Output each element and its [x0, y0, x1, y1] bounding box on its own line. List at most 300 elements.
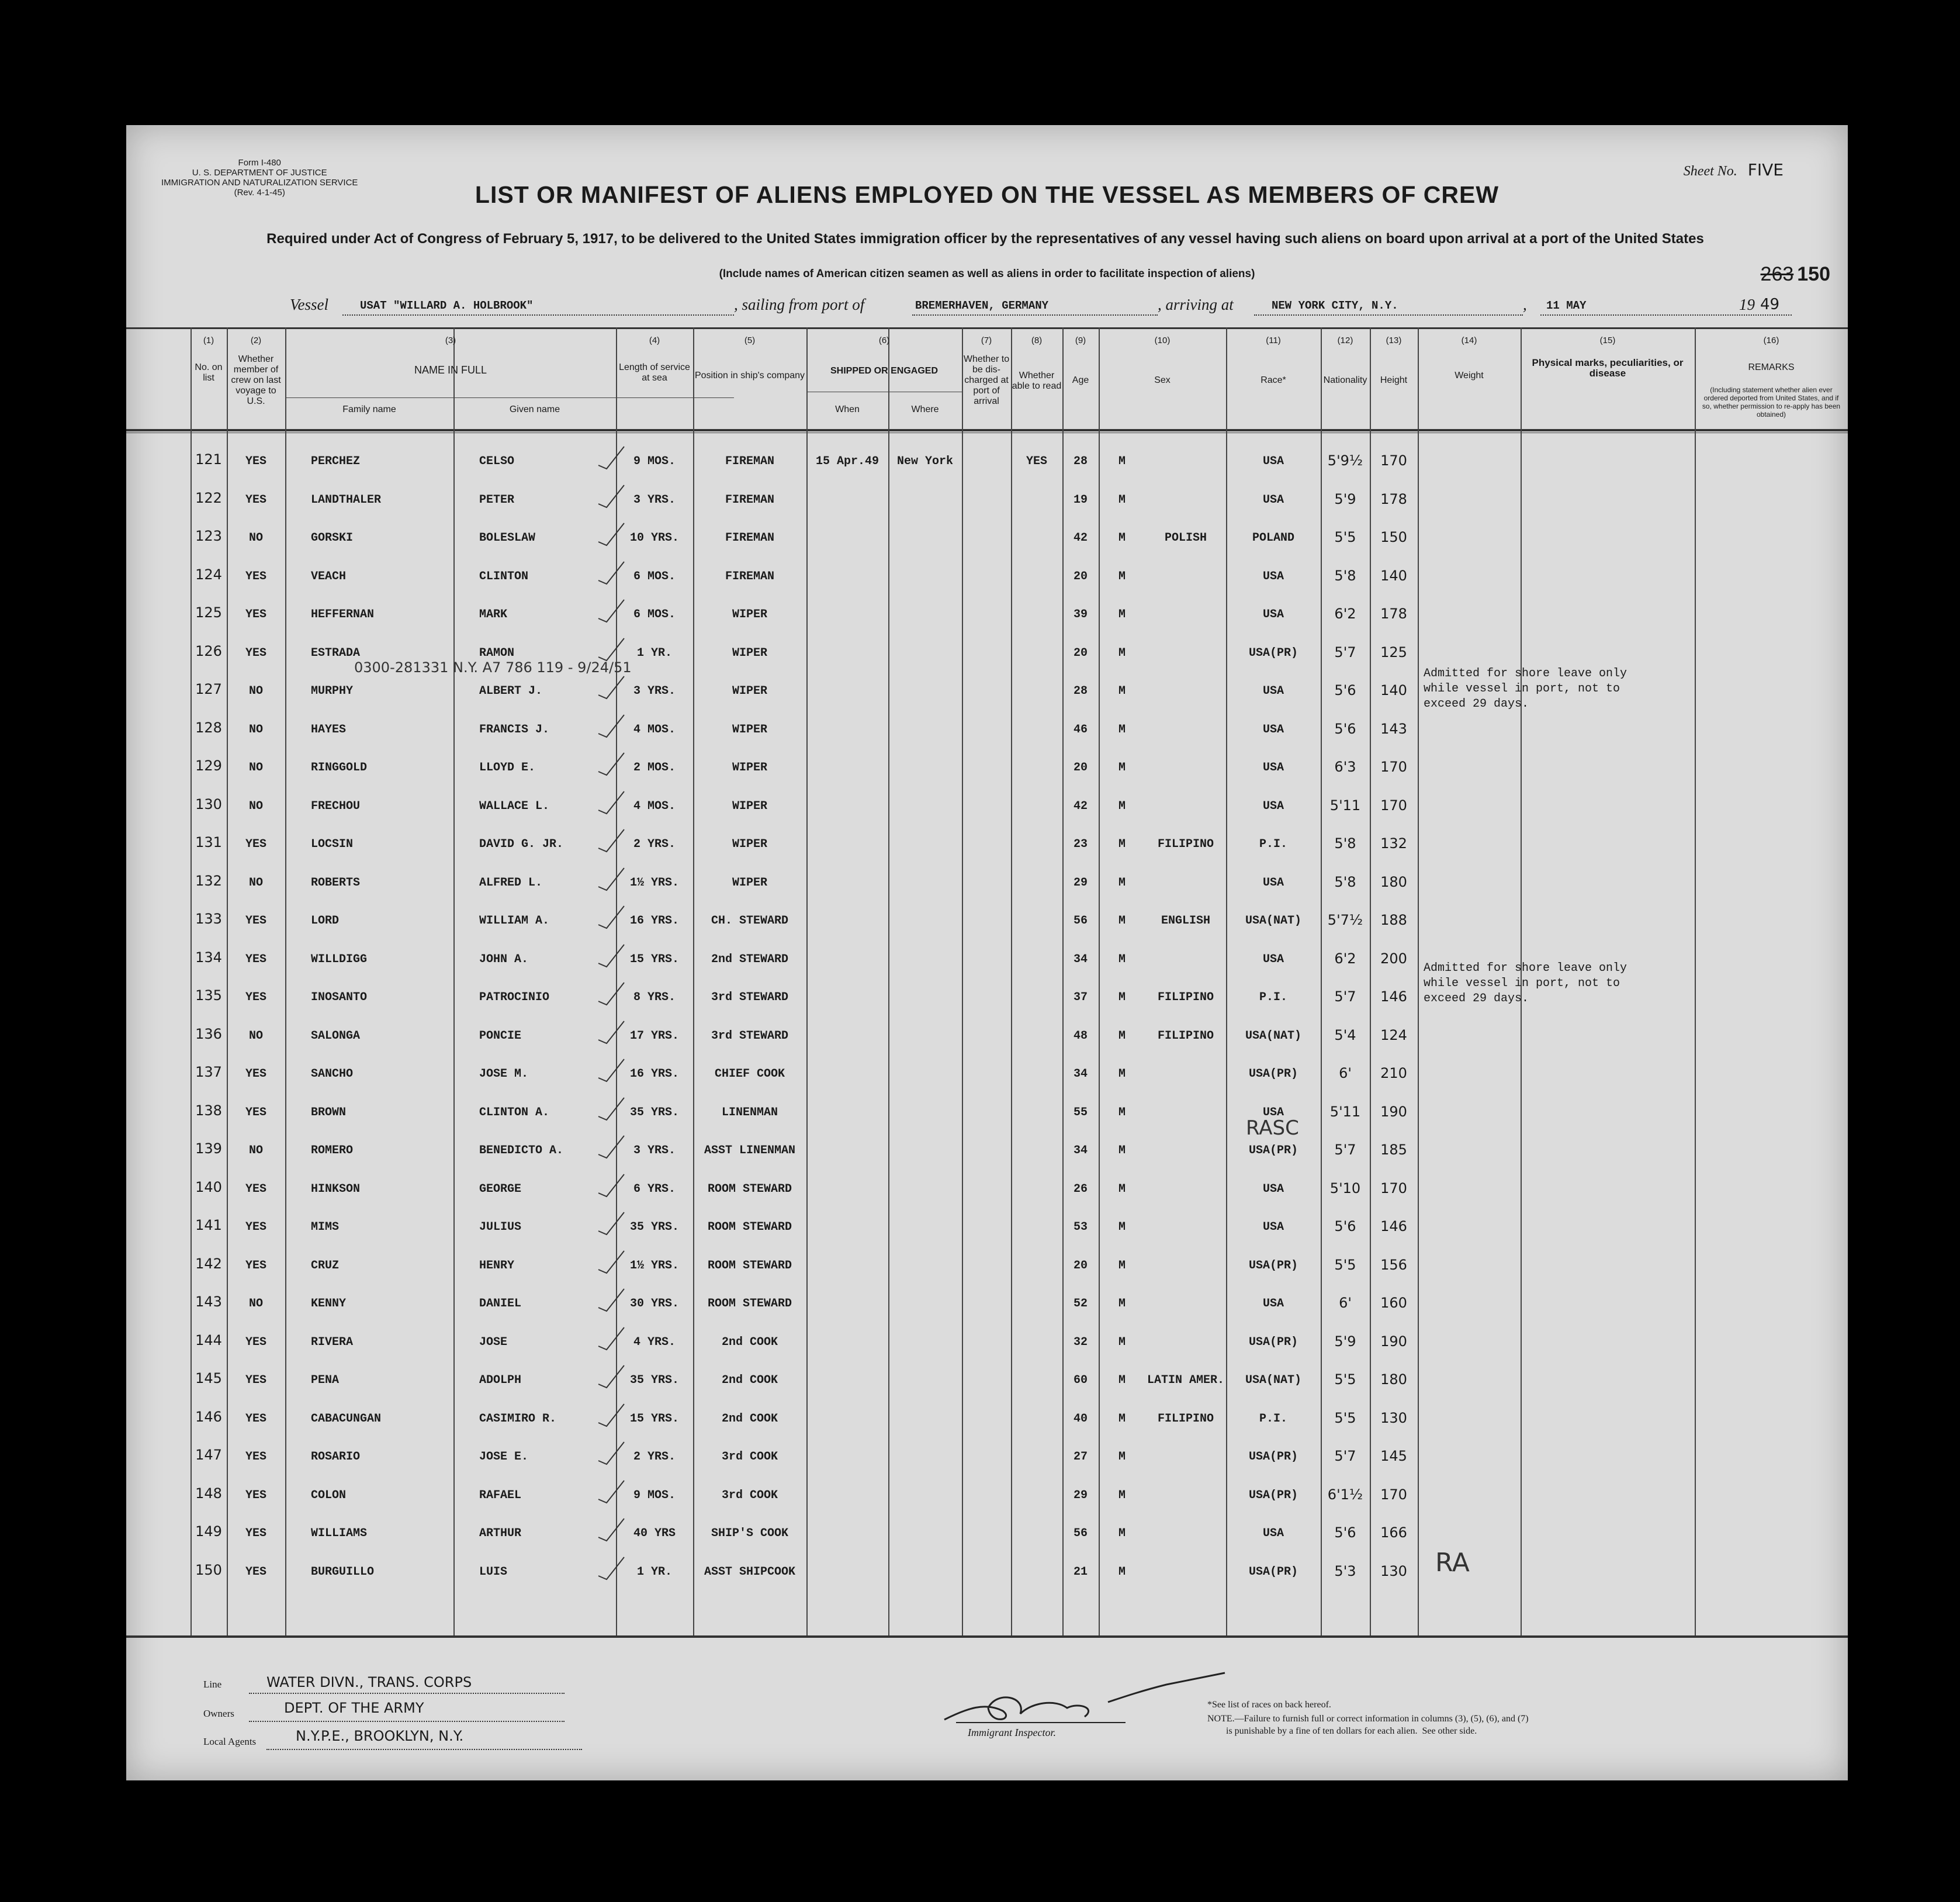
- col6-header: SHIPPED OR ENGAGED: [830, 366, 939, 376]
- nationality-cell: USA(PR): [1248, 646, 1298, 660]
- weight-cell: 185: [1380, 1142, 1407, 1158]
- row-number-cell: 129: [195, 758, 222, 774]
- age-cell: 53: [1073, 1220, 1088, 1234]
- prev-voyage-cell: NO: [248, 531, 263, 545]
- weight-cell: 124: [1380, 1026, 1407, 1043]
- document-title: LIST OR MANIFEST OF ALIENS EMPLOYED ON THE VESSEL AS MEMBERS OF CREW: [475, 181, 1500, 208]
- weight-cell: 170: [1380, 452, 1407, 469]
- nationality-cell: USA(NAT): [1245, 914, 1301, 928]
- age-cell: 42: [1073, 799, 1088, 813]
- table-row: [126, 558, 1848, 596]
- check-mark-icon: [594, 673, 629, 702]
- col13-header: Height: [1380, 375, 1408, 385]
- prev-voyage-cell: YES: [245, 1105, 266, 1119]
- race-cell: FILIPINO: [1157, 838, 1214, 851]
- row-number-cell: 150: [195, 1561, 222, 1578]
- row-number-cell: 135: [195, 987, 222, 1004]
- height-cell: 5'7: [1334, 644, 1356, 660]
- age-cell: 21: [1073, 1565, 1088, 1579]
- given-name-cell: CLINTON A.: [479, 1105, 550, 1119]
- height-cell: 6': [1339, 1295, 1352, 1311]
- document-note: (Include names of American citizen seamen as well as aliens in order to facilitate inspection of aliens): [719, 268, 1255, 280]
- table-row: [126, 1171, 1848, 1209]
- table-row: [126, 1554, 1848, 1592]
- service-length-cell: 8 YRS.: [633, 991, 676, 1004]
- nationality-cell: USA: [1262, 876, 1284, 890]
- table-row: [126, 1438, 1848, 1476]
- sex-cell: M: [1118, 1067, 1126, 1081]
- height-cell: 5'4: [1334, 1026, 1356, 1043]
- weight-cell: 170: [1380, 1180, 1407, 1196]
- check-mark-icon: [594, 1400, 629, 1430]
- service-length-cell: 15 YRS.: [629, 1412, 679, 1426]
- height-cell: 5'5: [1334, 1256, 1356, 1273]
- family-name-cell: SALONGA: [311, 1029, 361, 1043]
- position-cell: FIREMAN: [725, 455, 774, 468]
- family-name-cell: COLON: [311, 1488, 347, 1502]
- family-name-cell: VEACH: [311, 569, 347, 583]
- sex-cell: M: [1118, 493, 1126, 507]
- races-note: *See list of races on back hereof.: [1207, 1700, 1331, 1710]
- height-cell: 5'6: [1334, 682, 1356, 698]
- nationality-cell: USA(PR): [1248, 1488, 1298, 1502]
- col2-number: (2): [250, 336, 262, 345]
- shipped-when-header: When: [835, 404, 860, 414]
- prev-voyage-cell: YES: [245, 952, 266, 966]
- sex-cell: M: [1118, 1144, 1126, 1157]
- service-length-cell: 6 MOS.: [633, 569, 676, 583]
- weight-cell: 160: [1380, 1295, 1407, 1311]
- race-cell: ENGLISH: [1161, 914, 1210, 928]
- family-name-header: Family name: [342, 404, 396, 414]
- sex-cell: M: [1118, 1412, 1126, 1426]
- sex-cell: M: [1118, 1374, 1126, 1387]
- table-row: [126, 1362, 1848, 1400]
- position-cell: 2nd COOK: [721, 1335, 778, 1349]
- family-name-cell: ESTRADA: [311, 646, 361, 660]
- nationality-cell: USA: [1262, 1105, 1284, 1119]
- age-cell: 26: [1073, 1182, 1088, 1196]
- check-mark-icon: [594, 1515, 629, 1544]
- sex-cell: M: [1118, 952, 1126, 966]
- remark-gorski: Admitted for shore leave only while vessel in port, not to exceed 29 days.: [1424, 667, 1627, 711]
- height-cell: 5'5: [1334, 1371, 1356, 1388]
- sailing-label: , sailing from port of: [734, 296, 865, 313]
- age-cell: 20: [1073, 646, 1088, 660]
- table-row: [126, 1132, 1848, 1170]
- check-mark-icon: [594, 443, 629, 472]
- sex-cell: M: [1118, 1450, 1126, 1464]
- check-mark-icon: [594, 1362, 629, 1391]
- row-number-cell: 145: [195, 1370, 222, 1386]
- race-cell: FILIPINO: [1157, 1029, 1214, 1043]
- col16-header: REMARKS: [1748, 362, 1795, 372]
- row-number-cell: 131: [195, 834, 222, 850]
- height-cell: 5'6: [1334, 1524, 1356, 1541]
- weight-cell: 143: [1380, 720, 1407, 737]
- weight-cell: 140: [1380, 682, 1407, 698]
- page-number-value: 150: [1797, 263, 1830, 285]
- service-length-cell: 35 YRS.: [629, 1105, 679, 1119]
- col16-number: (16): [1763, 336, 1779, 345]
- weight-cell: 200: [1380, 950, 1407, 967]
- prev-voyage-cell: YES: [245, 1565, 266, 1579]
- age-cell: 29: [1073, 876, 1088, 890]
- given-name-cell: JULIUS: [479, 1220, 522, 1234]
- nationality-cell: POLAND: [1252, 531, 1294, 545]
- sheet-number-label: Sheet No.: [1683, 164, 1737, 179]
- check-mark-icon: [594, 1285, 629, 1315]
- height-cell: 5'7½: [1327, 912, 1363, 928]
- page-number: [1761, 263, 1830, 286]
- row-number-cell: 132: [195, 872, 222, 889]
- position-cell: 3rd STEWARD: [711, 1029, 789, 1043]
- prev-voyage-cell: YES: [245, 1488, 266, 1502]
- col16-subheader: (Including statement whether alien ever ordered deported from United States, and if so, whether permission to re-apply has been obtained): [1702, 386, 1841, 419]
- given-name-cell: LUIS: [479, 1565, 508, 1579]
- position-cell: ASST SHIPCOOK: [704, 1565, 796, 1579]
- age-cell: 40: [1073, 1412, 1088, 1426]
- family-name-cell: BROWN: [311, 1105, 347, 1119]
- given-name-cell: CELSO: [479, 455, 515, 468]
- service-length-cell: 16 YRS.: [629, 1067, 679, 1081]
- table-row: [126, 520, 1848, 558]
- table-row: [126, 1094, 1848, 1132]
- col1-number: (1): [203, 336, 214, 345]
- arriving-label: , arriving at: [1158, 296, 1234, 313]
- position-cell: 3rd COOK: [721, 1450, 778, 1464]
- col12-number: (12): [1337, 336, 1353, 345]
- weight-cell: 190: [1380, 1103, 1407, 1120]
- nationality-cell: P.I.: [1259, 838, 1287, 851]
- weight-cell: 132: [1380, 835, 1407, 852]
- table-row: [126, 1285, 1848, 1323]
- nationality-cell: USA: [1262, 722, 1284, 736]
- row-number-cell: 148: [195, 1485, 222, 1502]
- prev-voyage-cell: YES: [245, 455, 266, 468]
- prev-voyage-cell: NO: [248, 761, 263, 774]
- col4-header: Length of service at sea: [619, 362, 690, 383]
- sex-cell: M: [1118, 991, 1126, 1004]
- service-length-cell: 3 YRS.: [633, 493, 676, 507]
- nationality-cell: P.I.: [1259, 1412, 1287, 1426]
- height-cell: 5'11: [1329, 1103, 1361, 1120]
- weight-cell: 170: [1380, 1486, 1407, 1503]
- nationality-cell: USA(PR): [1248, 1335, 1298, 1349]
- position-cell: 2nd COOK: [721, 1412, 778, 1426]
- nationality-cell: USA: [1262, 493, 1284, 507]
- able-to-read-cell: YES: [1026, 455, 1047, 468]
- family-name-cell: LORD: [311, 914, 340, 928]
- prev-voyage-cell: NO: [248, 1297, 263, 1310]
- age-cell: 23: [1073, 838, 1088, 851]
- given-name-header: Given name: [509, 404, 560, 414]
- service-length-cell: 9 MOS.: [633, 455, 676, 468]
- shipped-where-cell: New York: [896, 455, 953, 468]
- table-row: [126, 1209, 1848, 1247]
- given-name-cell: JOSE E.: [479, 1450, 529, 1464]
- given-name-cell: FRANCIS J.: [479, 722, 550, 736]
- given-name-cell: GEORGE: [479, 1182, 522, 1196]
- row-number-cell: 137: [195, 1064, 222, 1080]
- sailing-from-port: BREMERHAVEN, GERMANY: [915, 299, 1049, 312]
- nationality-cell: USA(PR): [1248, 1258, 1298, 1272]
- nationality-cell: USA: [1262, 1220, 1284, 1234]
- height-cell: 5'7: [1334, 1142, 1356, 1158]
- arrival-date: 11 MAY: [1546, 299, 1587, 312]
- page-number-struck: 263: [1760, 263, 1794, 285]
- check-mark-icon: [594, 1094, 629, 1123]
- row-number-cell: 124: [195, 566, 222, 583]
- check-mark-icon: [594, 1324, 629, 1353]
- family-name-cell: RINGGOLD: [311, 761, 368, 774]
- age-cell: 32: [1073, 1335, 1088, 1349]
- prev-voyage-cell: YES: [245, 1067, 266, 1081]
- crew-table: [126, 327, 1848, 1638]
- table-row: [126, 1247, 1848, 1285]
- position-cell: ROOM STEWARD: [707, 1297, 792, 1310]
- row-number-cell: 123: [195, 528, 222, 544]
- age-cell: 52: [1073, 1297, 1088, 1310]
- gorski-file-annotation: 0300-281331 N.Y. A7 786 119 - 9/24/51: [354, 659, 632, 676]
- nationality-cell: USA: [1262, 684, 1284, 698]
- prev-voyage-cell: YES: [245, 1258, 266, 1272]
- prev-voyage-cell: YES: [245, 991, 266, 1004]
- year-suffix: 49: [1760, 296, 1780, 313]
- nationality-cell: USA: [1262, 1297, 1284, 1310]
- nationality-cell: USA: [1262, 608, 1284, 621]
- prev-voyage-cell: NO: [248, 722, 263, 736]
- given-name-cell: BOLESLAW: [479, 531, 536, 545]
- given-name-cell: CASIMIRO R.: [479, 1412, 557, 1426]
- check-mark-icon: [594, 902, 629, 932]
- check-mark-icon: [594, 826, 629, 855]
- check-mark-icon: [594, 1018, 629, 1047]
- height-cell: 5'6: [1334, 720, 1356, 737]
- sex-cell: M: [1118, 1488, 1126, 1502]
- table-row: [126, 902, 1848, 940]
- age-cell: 20: [1073, 761, 1088, 774]
- sheet-number-value: FIVE: [1747, 160, 1784, 179]
- sex-cell: M: [1118, 1258, 1126, 1272]
- given-name-cell: LLOYD E.: [479, 761, 536, 774]
- col10-header: Sex: [1154, 375, 1171, 385]
- check-mark-icon: [594, 1209, 629, 1238]
- position-cell: ASST LINENMAN: [704, 1144, 796, 1157]
- shipped-where-header: Where: [911, 404, 939, 414]
- vessel-label: Vessel: [290, 296, 328, 313]
- col7-header: Whether to be dis-charged at port of arrival: [963, 354, 1010, 406]
- position-cell: 2nd COOK: [721, 1374, 778, 1387]
- check-mark-icon: [594, 520, 629, 549]
- vessel-name: USAT "WILLARD A. HOLBROOK": [360, 299, 534, 312]
- prev-voyage-cell: NO: [248, 1029, 263, 1043]
- height-cell: 6'1½: [1327, 1486, 1363, 1503]
- cabacungan-action-annotation: RA: [1435, 1548, 1470, 1578]
- col15-number: (15): [1599, 336, 1616, 345]
- position-cell: WIPER: [732, 838, 767, 851]
- given-name-cell: DANIEL: [479, 1297, 522, 1310]
- height-cell: 5'5: [1334, 529, 1356, 545]
- given-name-cell: RAFAEL: [479, 1488, 522, 1502]
- service-length-cell: 17 YRS.: [629, 1029, 679, 1043]
- service-length-cell: 35 YRS.: [629, 1220, 679, 1234]
- weight-cell: 166: [1380, 1524, 1407, 1541]
- weight-cell: 170: [1380, 797, 1407, 814]
- age-cell: 29: [1073, 1488, 1088, 1502]
- sex-cell: M: [1118, 569, 1126, 583]
- nationality-cell: USA: [1262, 799, 1284, 813]
- age-cell: 60: [1073, 1374, 1088, 1387]
- table-row: [126, 1477, 1848, 1515]
- height-cell: 5'7: [1334, 1448, 1356, 1464]
- col7-number: (7): [981, 336, 992, 345]
- col8-number: (8): [1031, 336, 1043, 345]
- prev-voyage-cell: NO: [248, 1144, 263, 1157]
- inspector-label: Immigrant Inspector.: [968, 1727, 1056, 1738]
- check-mark-icon: [594, 979, 629, 1008]
- given-name-cell: DAVID G. JR.: [479, 838, 564, 851]
- age-cell: 56: [1073, 1527, 1088, 1540]
- family-name-cell: INOSANTO: [311, 991, 368, 1004]
- age-cell: 37: [1073, 991, 1088, 1004]
- nationality-cell: USA(PR): [1248, 1067, 1298, 1081]
- age-cell: 20: [1073, 569, 1088, 583]
- age-cell: 28: [1073, 455, 1088, 468]
- age-cell: 48: [1073, 1029, 1088, 1043]
- sex-cell: M: [1118, 722, 1126, 736]
- weight-cell: 125: [1380, 644, 1407, 660]
- check-mark-icon: [594, 1477, 629, 1506]
- height-cell: 6'2: [1334, 606, 1356, 622]
- family-name-cell: HAYES: [311, 722, 347, 736]
- row-number-cell: 149: [195, 1523, 222, 1540]
- height-cell: 5'9: [1334, 490, 1356, 507]
- nationality-cell: USA: [1262, 1527, 1284, 1540]
- position-cell: ROOM STEWARD: [707, 1220, 792, 1234]
- row-number-cell: 138: [195, 1102, 222, 1119]
- given-name-cell: WALLACE L.: [479, 799, 550, 813]
- family-name-cell: SANCHO: [311, 1067, 354, 1081]
- given-name-cell: CLINTON: [479, 569, 529, 583]
- document-subtitle: Required under Act of Congress of February 5, 1917, to be delivered to the United States immigration officer by the representatives of any vessel having such aliens on board upon arrival at a port of the United States: [266, 231, 1704, 247]
- prev-voyage-cell: YES: [245, 1527, 266, 1540]
- given-name-cell: BENEDICTO A.: [479, 1144, 564, 1157]
- height-cell: 5'8: [1334, 567, 1356, 584]
- family-name-cell: RIVERA: [311, 1335, 354, 1349]
- col6-number: (6): [878, 336, 890, 345]
- age-cell: 39: [1073, 608, 1088, 621]
- height-cell: 6'3: [1334, 759, 1356, 775]
- service-length-cell: 1½ YRS.: [629, 1258, 679, 1272]
- given-name-cell: MARK: [479, 608, 508, 621]
- service-name: IMMIGRATION AND NATURALIZATION SERVICE: [161, 178, 358, 188]
- col14-header: Weight: [1455, 371, 1484, 381]
- given-name-cell: HENRY: [479, 1258, 515, 1272]
- weight-cell: 180: [1380, 1371, 1407, 1388]
- position-cell: LINENMAN: [721, 1105, 778, 1119]
- col13-number: (13): [1386, 336, 1402, 345]
- table-row: [126, 864, 1848, 902]
- sex-cell: M: [1118, 646, 1126, 660]
- col11-header: Race*: [1261, 375, 1286, 385]
- check-mark-icon: [594, 788, 629, 817]
- col11-number: (11): [1266, 336, 1281, 345]
- service-length-cell: 40 YRS: [633, 1527, 676, 1540]
- agents-value: N.Y.P.E., BROOKLYN, N.Y.: [296, 1728, 464, 1744]
- shipped-when-cell: 15 Apr.49: [815, 455, 879, 468]
- col2-header: Whether member of crew on last voyage to U.S.: [231, 354, 281, 406]
- family-name-cell: LANDTHALER: [311, 493, 382, 507]
- sex-cell: M: [1118, 684, 1126, 698]
- form-revision: (Rev. 4-1-45): [234, 188, 285, 198]
- race-cell: FILIPINO: [1157, 991, 1214, 1004]
- given-name-cell: PONCIE: [479, 1029, 522, 1043]
- height-cell: 6'2: [1334, 950, 1356, 967]
- sex-cell: M: [1118, 1105, 1126, 1119]
- prev-voyage-cell: NO: [248, 876, 263, 890]
- race-cell: POLISH: [1164, 531, 1207, 545]
- prev-voyage-cell: YES: [245, 608, 266, 621]
- family-name-cell: PERCHEZ: [311, 455, 361, 468]
- weight-cell: 178: [1380, 490, 1407, 507]
- nationality-cell: P.I.: [1259, 991, 1287, 1004]
- row-number-cell: 128: [195, 719, 222, 736]
- prev-voyage-cell: YES: [245, 493, 266, 507]
- service-length-cell: 35 YRS.: [629, 1374, 679, 1387]
- height-cell: 6': [1339, 1065, 1352, 1081]
- row-number-cell: 130: [195, 796, 222, 812]
- position-cell: 3rd COOK: [721, 1488, 778, 1502]
- inspector-signature: [933, 1667, 1237, 1731]
- line-label: Line: [203, 1679, 222, 1690]
- table-row: [126, 482, 1848, 520]
- prev-voyage-cell: YES: [245, 914, 266, 928]
- family-name-cell: MURPHY: [311, 684, 354, 698]
- table-row: [126, 711, 1848, 749]
- row-number-cell: 127: [195, 681, 222, 697]
- sex-cell: M: [1118, 876, 1126, 890]
- family-name-cell: CRUZ: [311, 1258, 340, 1272]
- position-cell: FIREMAN: [725, 569, 774, 583]
- service-length-cell: 6 YRS.: [633, 1182, 676, 1196]
- inosanto-annotation: RASC: [1246, 1116, 1299, 1140]
- voyage-line: Vessel USAT "WILLARD A. HOLBROOK" , sailing from port of BREMERHAVEN, GERMANY , arriving at NEW YORK CITY, N.Y. , 11 MAY 19 49: [126, 296, 1848, 319]
- col15-header: Physical marks, peculiarities, or disease: [1532, 357, 1684, 379]
- row-number-cell: 143: [195, 1294, 222, 1310]
- family-name-cell: HEFFERNAN: [311, 608, 375, 621]
- table-row: [126, 788, 1848, 826]
- height-cell: 5'3: [1334, 1562, 1356, 1579]
- service-length-cell: 3 YRS.: [633, 1144, 676, 1157]
- row-number-cell: 126: [195, 642, 222, 659]
- position-cell: WIPER: [732, 722, 767, 736]
- col4-number: (4): [649, 336, 660, 345]
- family-name-cell: MIMS: [311, 1220, 340, 1234]
- family-name-cell: ROBERTS: [311, 876, 361, 890]
- service-length-cell: 30 YRS.: [629, 1297, 679, 1310]
- family-name-cell: WILLIAMS: [311, 1527, 368, 1540]
- given-name-cell: WILLIAM A.: [479, 914, 550, 928]
- age-cell: 34: [1073, 1067, 1088, 1081]
- prev-voyage-cell: YES: [245, 1412, 266, 1426]
- service-length-cell: 2 YRS.: [633, 1450, 676, 1464]
- col5-header: Position in ship's company: [694, 371, 805, 381]
- height-cell: 5'5: [1334, 1409, 1356, 1426]
- service-length-cell: 6 MOS.: [633, 608, 676, 621]
- sex-cell: M: [1118, 1527, 1126, 1540]
- height-cell: 5'10: [1329, 1180, 1361, 1196]
